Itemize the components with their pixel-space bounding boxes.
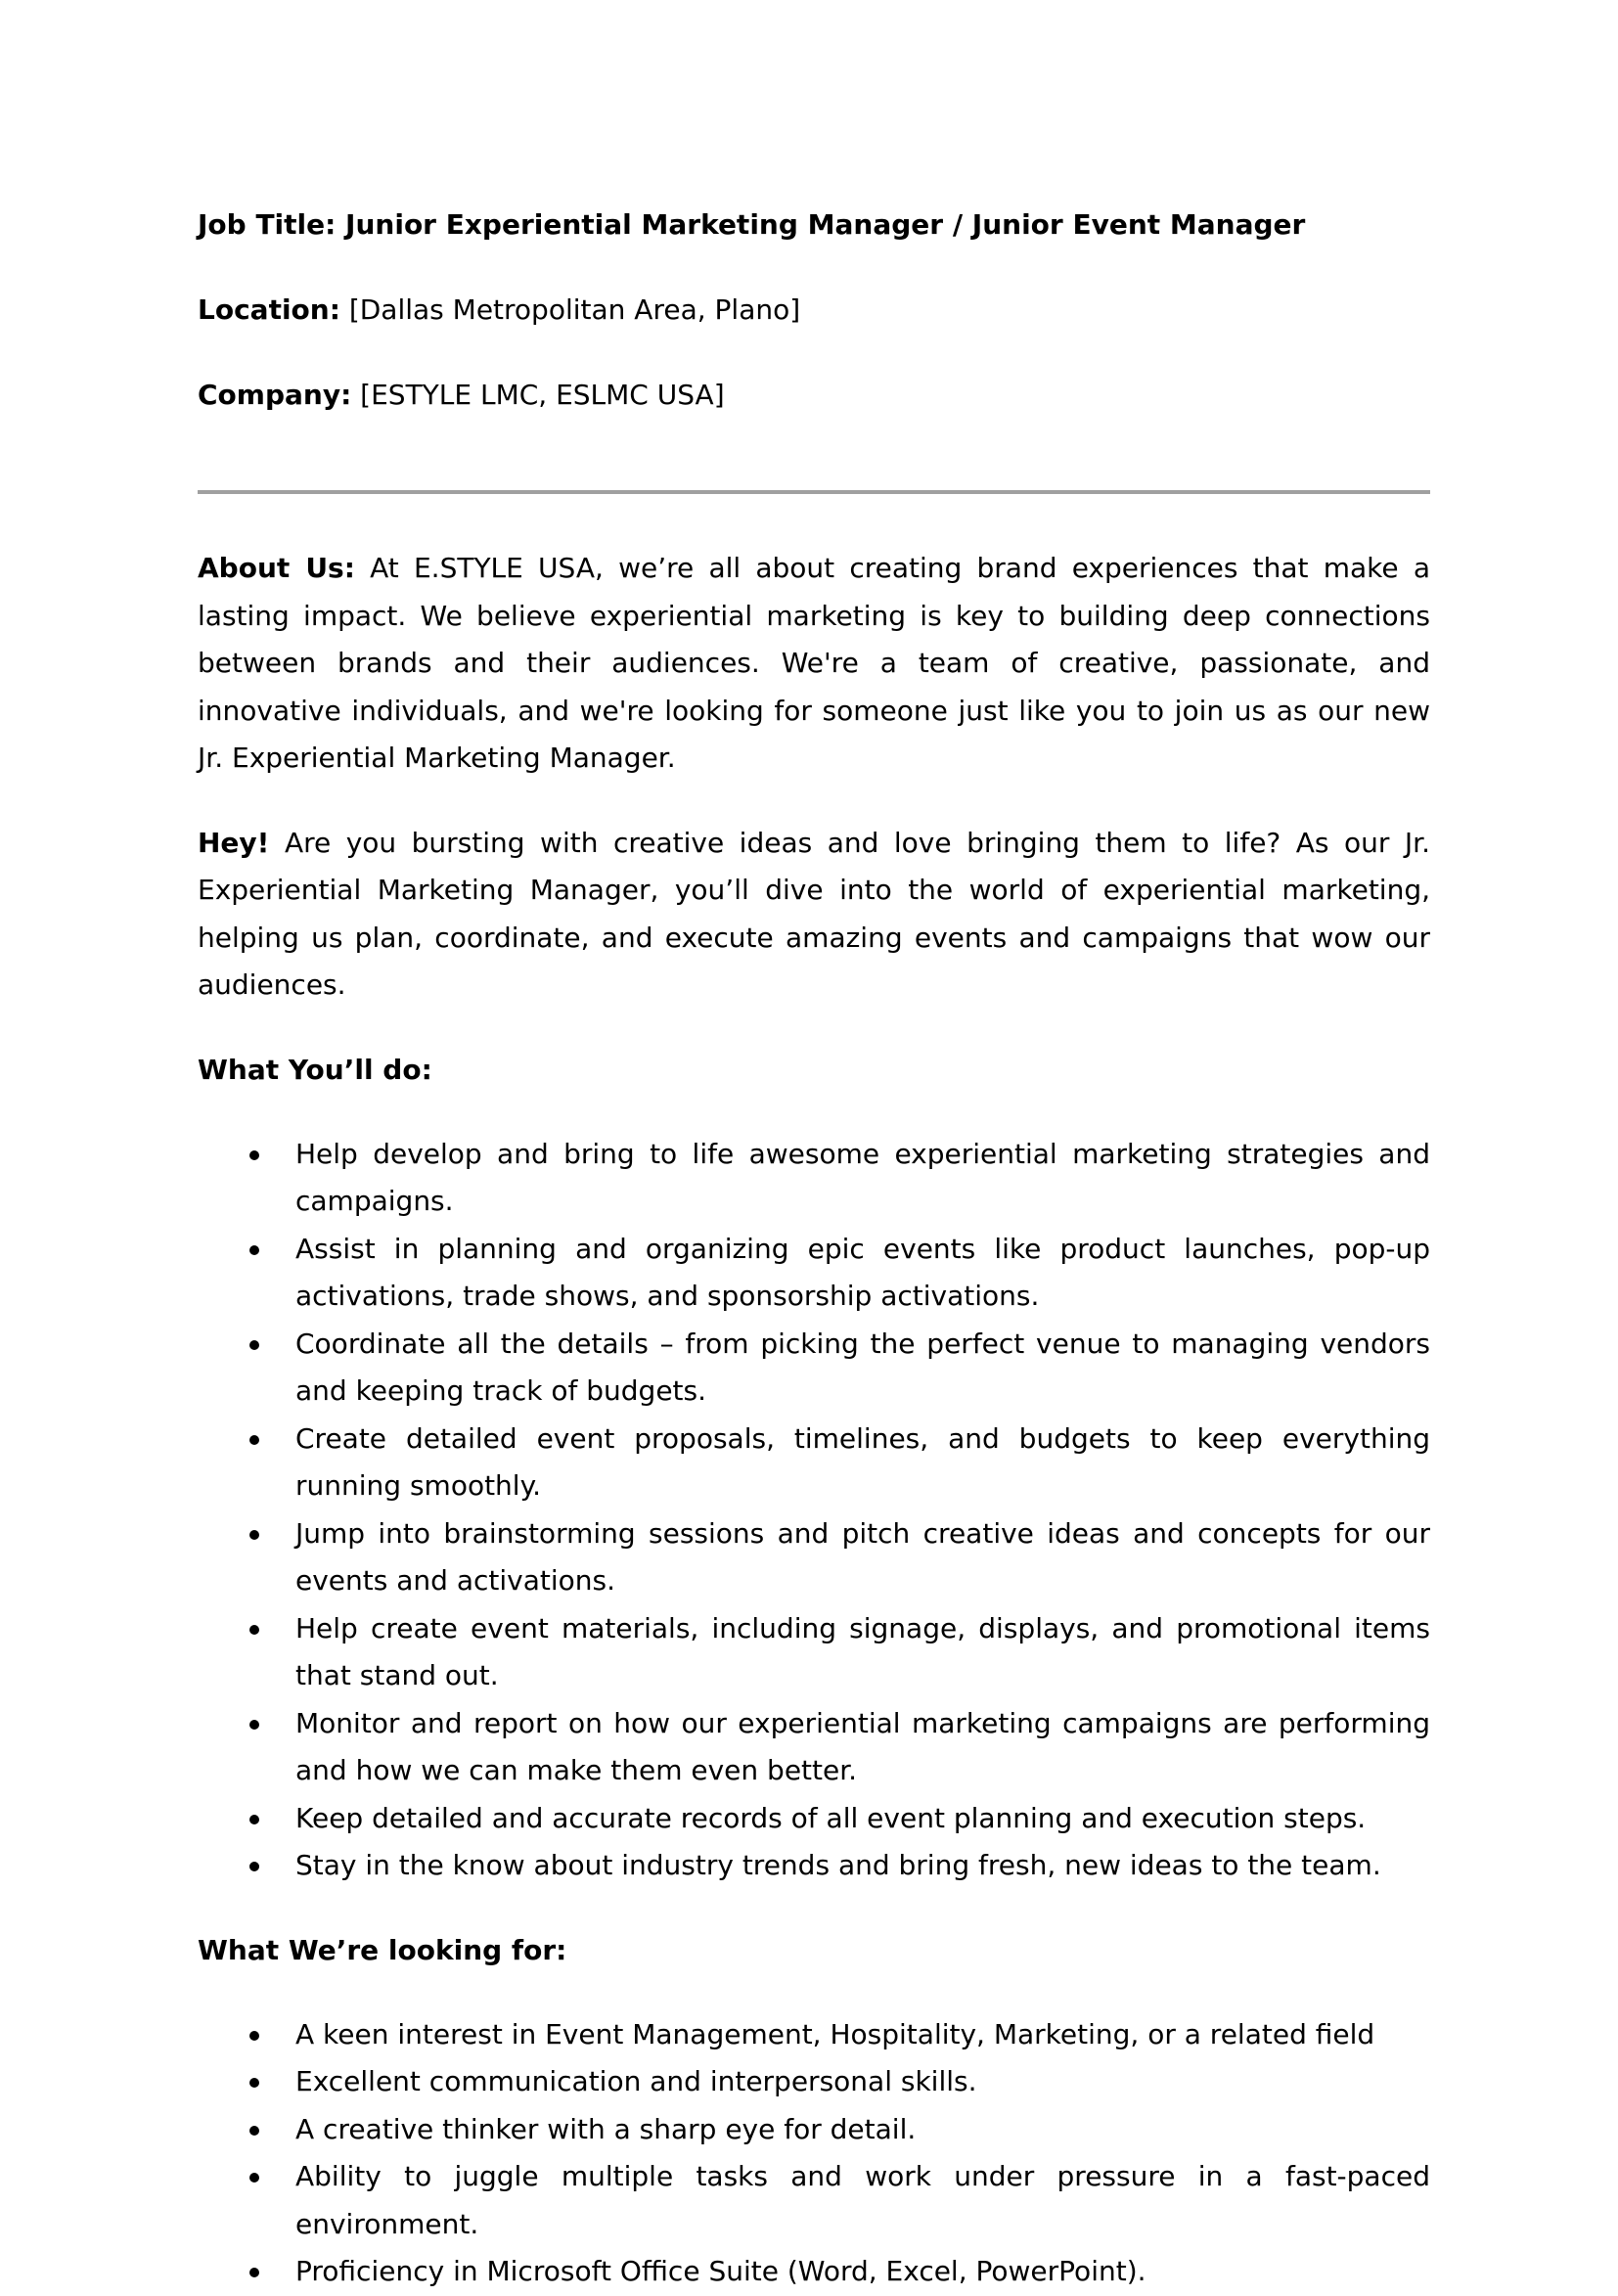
bullet-icon xyxy=(249,1435,259,1445)
list-item-text: Jump into brainstorming sessions and pitch creative ideas and concepts for our events and activations. xyxy=(295,1516,1430,1597)
intro-text: Are you bursting with creative ideas and love bringing them to life? As our Jr. Experiential Marketing Manager, you’ll dive into the world of experiential marketing, helping us plan, coordinate, and execute amazing events and campaigns that wow our audiences. xyxy=(198,826,1430,1001)
list-item-text: Help create event materials, including signage, displays, and promotional items that stand out. xyxy=(295,1611,1430,1691)
job-posting-document xyxy=(198,202,1430,2296)
about-label: About Us: xyxy=(198,552,355,584)
bullet-icon xyxy=(249,2031,259,2041)
bullet-icon xyxy=(249,1862,259,1871)
list-item-text: Ability to juggle multiple tasks and work under pressure in a fast-paced environment. xyxy=(295,2160,1430,2240)
list-item-text: Stay in the know about industry trends and bring fresh, new ideas to the team. xyxy=(295,1849,1381,1881)
list-item-text: Proficiency in Microsoft Office Suite (Word, Excel, PowerPoint). xyxy=(295,2255,1146,2287)
bullet-icon xyxy=(249,1625,259,1635)
list-item xyxy=(198,2153,1430,2248)
about-text: At E.STYLE USA, we’re all about creating brand experiences that make a lasting impact. We believe experiential marketing is key to building deep connections between brands and their audiences. We're a team of creative, passionate, and innovative individuals, and we're looking for someone just like you to join us as our new Jr. Experiential Marketing Manager. xyxy=(198,552,1430,774)
list-item-text: Coordinate all the details – from picking the perfect venue to managing vendors and keeping track of budgets. xyxy=(295,1327,1430,1407)
intro-paragraph xyxy=(198,820,1430,1010)
list-item xyxy=(198,2106,1430,2154)
bullet-icon xyxy=(249,1340,259,1350)
requirements-heading: What We’re looking for: xyxy=(198,1933,567,1966)
job-title: Job Title: Junior Experiential Marketing Manager / Junior Event Manager xyxy=(198,208,1306,241)
intro-label: Hey! xyxy=(198,826,270,859)
bullet-icon xyxy=(249,1150,259,1160)
list-item xyxy=(198,1605,1430,1700)
company-line xyxy=(198,372,1430,419)
list-item-text: Create detailed event proposals, timelines, and budgets to keep everything running smoothly. xyxy=(295,1421,1430,1502)
list-item xyxy=(198,1416,1430,1510)
list-item xyxy=(198,1321,1430,1416)
location-value: [Dallas Metropolitan Area, Plano] xyxy=(339,293,801,326)
bullet-icon xyxy=(249,2078,259,2088)
bullet-icon xyxy=(249,2126,259,2136)
bullet-icon xyxy=(249,2173,259,2183)
list-item xyxy=(198,1226,1430,1321)
bullet-icon xyxy=(249,2268,259,2277)
list-item xyxy=(198,1842,1430,1890)
list-item xyxy=(198,2248,1430,2296)
list-item xyxy=(198,2058,1430,2106)
duties-list xyxy=(198,1131,1430,1890)
location-line xyxy=(198,287,1430,334)
requirements-list xyxy=(198,2011,1430,2296)
list-item xyxy=(198,1131,1430,1226)
list-item-text: A creative thinker with a sharp eye for detail. xyxy=(295,2112,917,2145)
list-item xyxy=(198,2011,1430,2059)
list-item-text: A keen interest in Event Management, Hospitality, Marketing, or a related field xyxy=(295,2017,1375,2050)
list-item xyxy=(198,1795,1430,1843)
bullet-icon xyxy=(249,1720,259,1730)
about-paragraph xyxy=(198,545,1430,783)
location-label: Location: xyxy=(198,293,340,326)
company-label: Company: xyxy=(198,379,352,411)
section-divider xyxy=(198,490,1430,494)
list-item-text: Help develop and bring to life awesome experiential marketing strategies and campaigns. xyxy=(295,1137,1430,1217)
list-item-text: Excellent communication and interpersonal skills. xyxy=(295,2065,977,2097)
list-item-text: Monitor and report on how our experiential marketing campaigns are performing and how we can make them even better. xyxy=(295,1706,1430,1786)
company-value: [ESTYLE LMC, ESLMC USA] xyxy=(351,379,725,411)
bullet-icon xyxy=(249,1815,259,1824)
bullet-icon xyxy=(249,1530,259,1540)
bullet-icon xyxy=(249,1245,259,1255)
list-item-text: Keep detailed and accurate records of all event planning and execution steps. xyxy=(295,1801,1367,1834)
list-item-text: Assist in planning and organizing epic events like product launches, pop-up activations, trade shows, and sponsorship activations. xyxy=(295,1232,1430,1312)
duties-heading: What You’ll do: xyxy=(198,1053,432,1086)
list-item xyxy=(198,1700,1430,1795)
list-item xyxy=(198,1510,1430,1605)
